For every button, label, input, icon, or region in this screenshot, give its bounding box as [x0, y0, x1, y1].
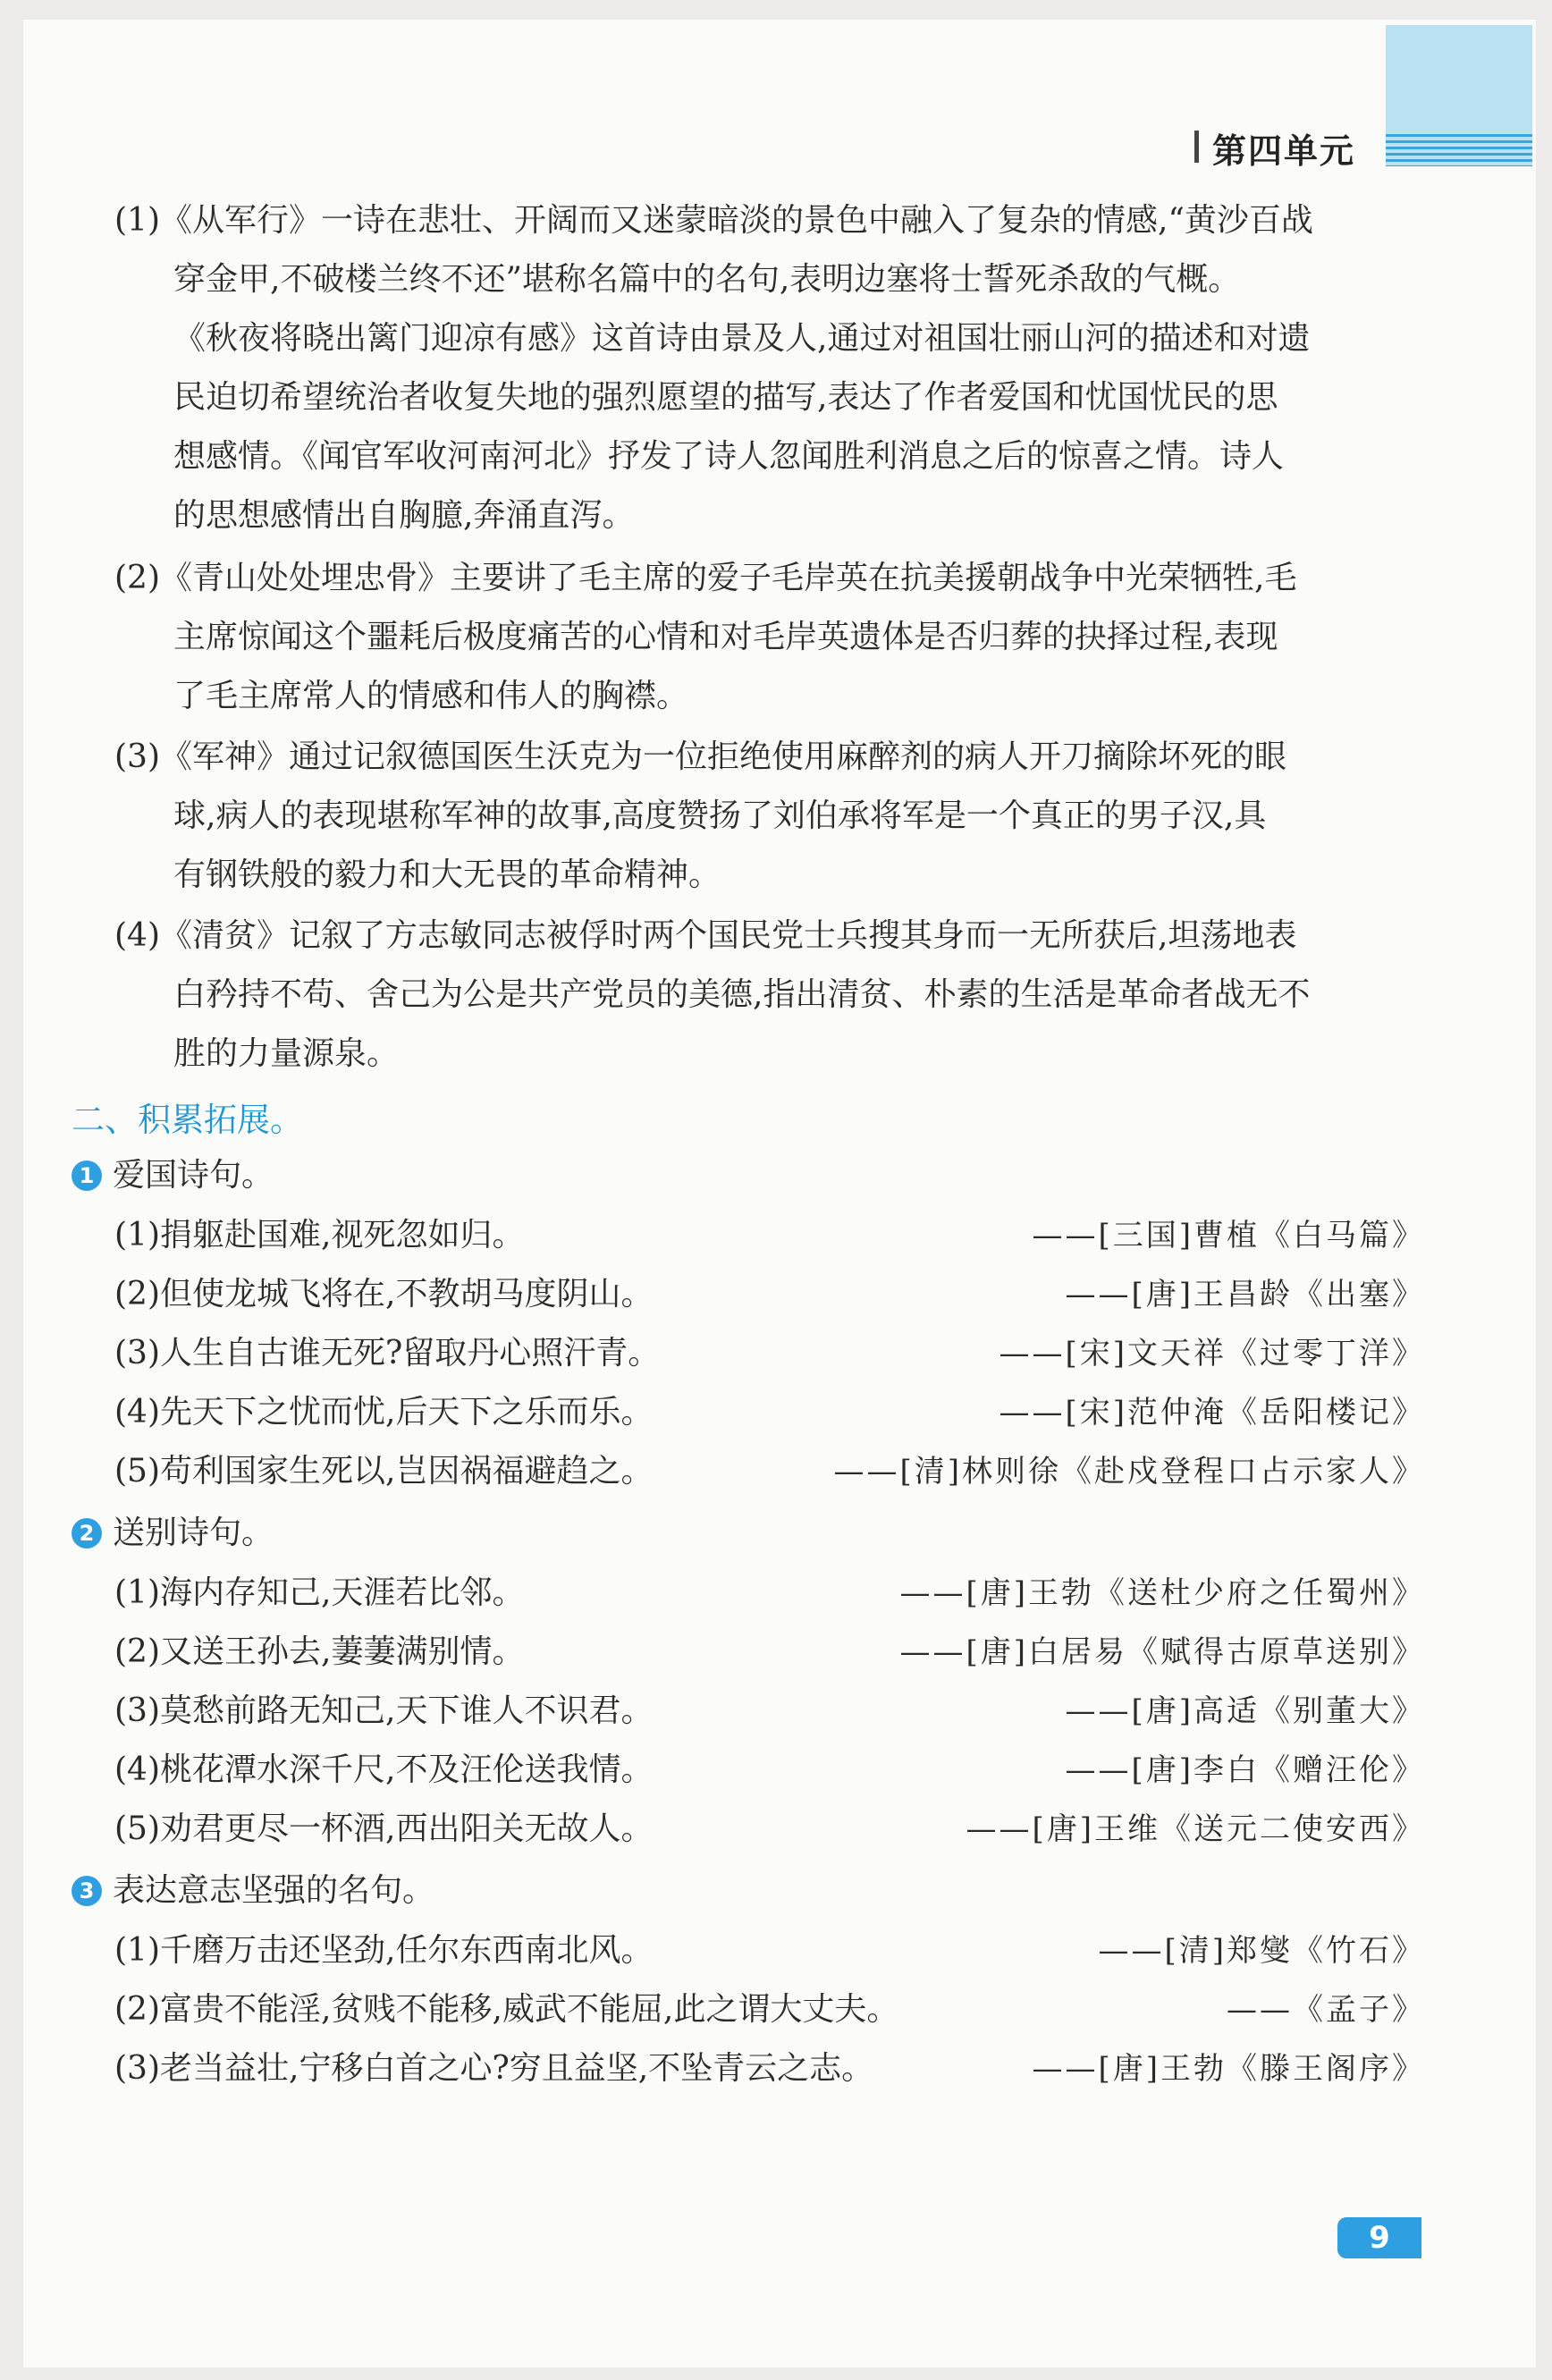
quote-text: (3)老当益壮,宁移白首之心?穷且益坚,不坠青云之志。 — [114, 2050, 874, 2087]
quote-text: (5)劝君更尽一杯酒,西出阳关无故人。 — [114, 1810, 654, 1847]
paragraph-line: (3)《军神》通过记叙德国医生沃克为一位拒绝使用麻醉剂的病人开刀摘除坏死的眼 — [114, 738, 1286, 775]
quote-text: (1)捐躯赴国难,视死忽如归。 — [114, 1217, 525, 1253]
quote-source: ——[唐]白居易《赋得古原草送别》 — [899, 1634, 1425, 1670]
quote-source: ——[宋]范仲淹《岳阳楼记》 — [999, 1395, 1425, 1431]
quote-row — [114, 1389, 1425, 1436]
paragraph-line: 球,病人的表现堪称军神的故事,高度赞扬了刘伯承将军是一个真正的男子汉,具 — [173, 798, 1267, 834]
header-stripes — [1386, 134, 1532, 166]
paragraph-line: 穿金甲,不破楼兰终不还”堪称名篇中的名句,表明边塞将士誓死杀敌的气概。 — [173, 261, 1241, 298]
quote-text: (4)先天下之忧而忧,后天下之乐而乐。 — [114, 1394, 654, 1431]
quote-text: (3)人生自古谁无死?留取丹心照汗青。 — [114, 1335, 661, 1371]
quote-row — [114, 1570, 1425, 1616]
paragraph-line: 《秋夜将晓出篱门迎凉有感》这首诗由景及人,通过对祖国壮丽山河的描述和对遗 — [173, 320, 1311, 357]
quote-row — [114, 1987, 1425, 2033]
quote-source: ——[唐]王昌龄《出塞》 — [1065, 1277, 1425, 1312]
unit-title: 第四单元 — [1212, 131, 1356, 171]
quote-source: ——[唐]王维《送元二使安西》 — [966, 1811, 1425, 1847]
paragraph-line: (1)《从军行》一诗在悲壮、开阔而又迷蒙暗淡的景色中融入了复杂的情感,“黄沙百战 — [114, 202, 1313, 239]
section-title: 二、积累拓展。 — [72, 1101, 303, 1139]
quote-row — [114, 1806, 1425, 1853]
quote-row — [114, 2046, 1425, 2092]
group-title: 表达意志坚强的名句。 — [113, 1872, 435, 1909]
unit-divider — [1194, 131, 1199, 163]
group-heading — [72, 1153, 274, 1198]
paragraph-4 — [114, 907, 1420, 1084]
quote-row — [114, 1747, 1425, 1793]
quote-source: ——[宋]文天祥《过零丁洋》 — [999, 1336, 1425, 1371]
number-badge: 1 — [72, 1160, 102, 1191]
paragraph-line: 的思想感情出自胸臆,奔涌直泻。 — [173, 497, 635, 534]
paragraph-line: 胜的力量源泉。 — [173, 1035, 400, 1072]
paragraph-line: 想感情。《闻官军收河南河北》抒发了诗人忽闻胜利消息之后的惊喜之情。诗人 — [173, 438, 1285, 475]
quote-text: (2)富贵不能淫,贫贱不能移,威武不能屈,此之谓大丈夫。 — [114, 1991, 899, 2028]
paragraph-line: 了毛主席常人的情感和伟人的胸襟。 — [173, 678, 689, 714]
group-heading — [72, 1869, 434, 1913]
group-title: 送别诗句。 — [113, 1515, 274, 1551]
group-title: 爱国诗句。 — [113, 1157, 274, 1194]
paragraph-line: 主席惊闻这个噩耗后极度痛苦的心情和对毛岸英遗体是否归葬的抉择过程,表现 — [173, 619, 1278, 655]
quote-source: ——[清]林则徐《赴戍登程口占示家人》 — [833, 1454, 1425, 1490]
paragraph-3 — [114, 728, 1420, 905]
paragraph-1 — [114, 191, 1420, 545]
quote-text: (2)又送王孙去,萋萋满别情。 — [114, 1633, 525, 1670]
quote-source: ——[唐]高适《别董大》 — [1065, 1693, 1425, 1729]
paragraph-line: 白矜持不苟、舍己为公是共产党员的美德,指出清贫、朴素的生活是革命者战无不 — [173, 976, 1311, 1013]
quote-row — [114, 1271, 1425, 1318]
quote-source: ——[唐]王勃《送杜少府之任蜀州》 — [899, 1575, 1425, 1611]
quote-text: (1)千磨万击还坚劲,任尔东西南北风。 — [114, 1932, 654, 1969]
quote-text: (1)海内存知己,天涯若比邻。 — [114, 1574, 525, 1611]
quote-row — [114, 1629, 1425, 1675]
page-number: 9 — [1337, 2217, 1421, 2258]
quote-text: (3)莫愁前路无知己,天下谁人不识君。 — [114, 1692, 654, 1729]
quote-row — [114, 1448, 1425, 1495]
quote-source: ——[清]郑燮《竹石》 — [1098, 1933, 1425, 1969]
quote-source: ——[唐]王勃《滕王阁序》 — [1032, 2051, 1425, 2087]
quote-text: (5)苟利国家生死以,岂因祸福避趋之。 — [114, 1453, 654, 1490]
quote-row — [114, 1330, 1425, 1377]
quote-source: ——[唐]李白《赠汪伦》 — [1065, 1752, 1425, 1788]
paragraph-line: (2)《青山处处埋忠骨》主要讲了毛主席的爱子毛岸英在抗美援朝战争中光荣牺牲,毛 — [114, 560, 1297, 596]
quote-row — [114, 1928, 1425, 1974]
paragraph-line: 有钢铁般的毅力和大无畏的革命精神。 — [173, 857, 721, 893]
quote-text: (2)但使龙城飞将在,不教胡马度阴山。 — [114, 1276, 654, 1312]
number-badge: 3 — [72, 1876, 102, 1906]
paragraph-line: (4)《清贫》记叙了方志敏同志被俘时两个国民党士兵搜其身而一无所获后,坦荡地表 — [114, 917, 1297, 954]
paragraph-2 — [114, 549, 1420, 726]
quote-source: ——[三国]曹植《白马篇》 — [1032, 1218, 1425, 1253]
quote-source: ——《孟子》 — [1227, 1992, 1425, 2028]
quote-row — [114, 1212, 1425, 1259]
number-badge: 2 — [72, 1518, 102, 1549]
quote-text: (4)桃花潭水深千尺,不及汪伦送我情。 — [114, 1751, 654, 1788]
paragraph-line: 民迫切希望统治者收复失地的强烈愿望的描写,表达了作者爱国和忧国忧民的思 — [173, 379, 1278, 416]
quote-row — [114, 1688, 1425, 1734]
group-heading — [72, 1511, 274, 1556]
